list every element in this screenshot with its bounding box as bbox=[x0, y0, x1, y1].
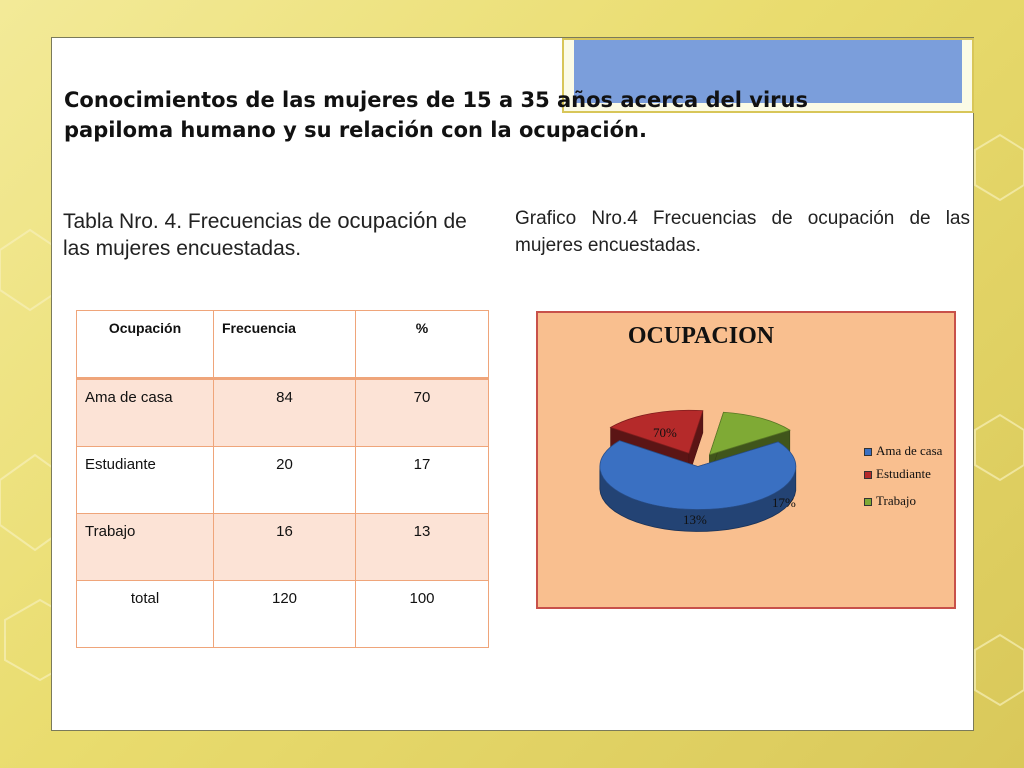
legend-item-ama-de-casa bbox=[864, 443, 954, 458]
frequency-table bbox=[76, 310, 489, 648]
table-cell-percent: 17 bbox=[356, 447, 489, 514]
legend-swatch bbox=[864, 498, 872, 506]
legend-swatch bbox=[864, 448, 872, 456]
table-caption-word: ocupación bbox=[337, 208, 438, 233]
table-row bbox=[77, 379, 489, 447]
chart-caption: Grafico Nro.4 Frecuencias de ocupación de las mujeres encuestadas. bbox=[515, 208, 970, 256]
table-cell-occupation: Ama de casa bbox=[77, 379, 214, 447]
legend-label: Estudiante bbox=[876, 466, 931, 481]
table-cell-occupation: Estudiante bbox=[77, 447, 214, 514]
table-cell-frequency: 120 bbox=[214, 581, 356, 648]
table-row bbox=[77, 514, 489, 581]
table-caption-prefix: Tabla Nro. 4. Frecuencias de bbox=[63, 210, 338, 233]
legend-label: Trabajo bbox=[876, 493, 916, 508]
legend-swatch bbox=[864, 471, 872, 479]
table-cell-frequency: 20 bbox=[214, 447, 356, 514]
table-row bbox=[77, 581, 489, 648]
table-cell-frequency: 84 bbox=[214, 379, 356, 447]
data-label-ama-de-casa: 70% bbox=[653, 425, 677, 440]
legend-item-trabajo bbox=[864, 493, 954, 508]
table-caption-suffix: de las mujeres encuestadas. bbox=[63, 210, 467, 260]
table-cell-frequency: 16 bbox=[214, 514, 356, 581]
table-row bbox=[77, 447, 489, 514]
table-cell-occupation: Trabajo bbox=[77, 514, 214, 581]
table-cell-percent: 100 bbox=[356, 581, 489, 648]
table-caption bbox=[63, 207, 493, 262]
table-header-occupation: Ocupación bbox=[77, 311, 214, 379]
table-cell-percent: 70 bbox=[356, 379, 489, 447]
legend-label: Ama de casa bbox=[876, 443, 943, 458]
table-header-row bbox=[77, 311, 489, 379]
table-cell-occupation: total bbox=[77, 581, 214, 648]
pie-chart-panel bbox=[536, 311, 956, 609]
slide-title: Conocimientos de las mujeres de 15 a 35 años acerca del virus papiloma humano y su relación con la ocupación. bbox=[64, 88, 808, 142]
data-label-estudiante: 17% bbox=[772, 495, 796, 510]
table-cell-percent: 13 bbox=[356, 514, 489, 581]
data-label-trabajo: 13% bbox=[683, 512, 707, 527]
chart-legend bbox=[864, 443, 954, 516]
legend-item-estudiante bbox=[864, 466, 954, 481]
table-header-frequency: Frecuencia bbox=[214, 311, 356, 379]
chart-title: OCUPACION bbox=[627, 323, 775, 349]
table-header-percent: % bbox=[356, 311, 489, 379]
